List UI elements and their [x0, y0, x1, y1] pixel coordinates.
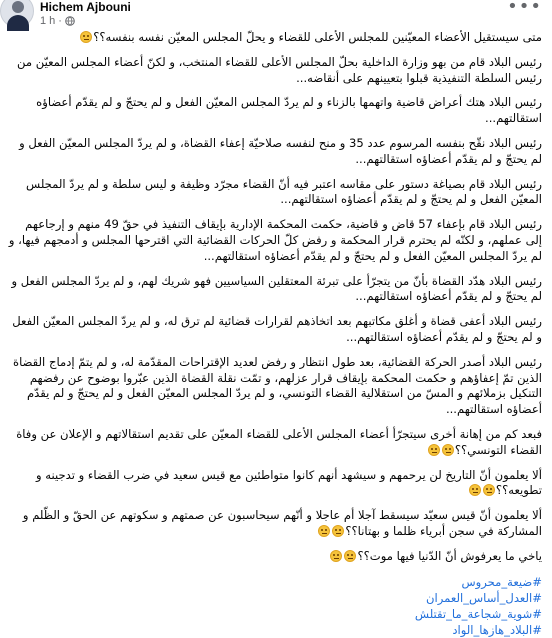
grinning-face-emoji — [344, 550, 356, 562]
author-avatar[interactable] — [0, 0, 34, 28]
grinning-face-emoji — [318, 525, 330, 537]
paragraph-text: رئيس البلاد أعفى قضاة و أغلق مكاتبهم بعد اتخاذهم لقرارات قضائية لم ترق له، و لم يردّ المجلس المعيّن الفعل و لم يحتجّ و لم يقدّم أعضاؤه استقالتهم... — [12, 314, 542, 344]
post-paragraph — [8, 468, 542, 500]
author-name[interactable]: Hichem Ajbouni — [40, 0, 131, 14]
post-paragraph — [8, 549, 542, 565]
grinning-face-emoji — [469, 484, 481, 496]
hashtag-link[interactable]: #شوية_شجاعة_ما_تقتلش — [414, 606, 542, 621]
post-text — [8, 30, 542, 638]
hashtag-link[interactable]: #ضيعة_محروس — [461, 574, 542, 589]
post-paragraph — [8, 274, 542, 306]
post-paragraph — [8, 217, 542, 264]
post-paragraph — [8, 30, 542, 46]
post-time[interactable]: 1 h — [40, 15, 56, 27]
hashtag-link[interactable]: #البلاد_هازها_الواد — [452, 622, 542, 637]
post-paragraph — [8, 314, 542, 346]
post-paragraph — [8, 508, 542, 540]
hashtag-list — [8, 574, 542, 638]
paragraph-text: رئيس البلاد قام من بهو وزارة الداخلية بحلّ المجلس الأعلى للقضاء المنتخب، و لكنّ أعضاء المجلس المعيّن من رئيس السلطة التنفيذية قبلوا بتعيينهم على أنقاضه... — [17, 54, 542, 85]
grinning-face-emoji — [332, 525, 344, 537]
paragraph-text: فبعد كم من إهانة أخرى سيتجرّأ أعضاء المجلس الأعلى للقضاء المعيّن على تقديم استقالاتهم و الإعلان عن وفاة القضاء التونسي؟؟ — [16, 426, 542, 457]
post-paragraph — [8, 427, 542, 459]
paragraph-text: رئيس البلاد هدّد القضاة بأنّ من يتجرّأ على تبرئة المعتقلين السياسيين فهو شريك لهم، و لم يردّ المجلس الفعل و لم يحتجّ و لم يقدّم أعضاؤه استقالتهم... — [11, 273, 542, 304]
paragraph-text: رئيس البلاد قام بإعفاء 57 قاض و قاضية، حكمت المحكمة الإدارية بإيقاف التنفيذ في حقّ 49 منهم و إرجاعهم إلى عملهم، و لكنّه لم يحترم قرار المحكمة و رفض كلّ الحركات القضائية التي اقترحها المجلس و أدمجهم فيها، و لم يردّ المجلس المعيّن الفعل و لم يحتجّ و لم يقدّم أعضاؤه استقالتهم... — [8, 217, 542, 263]
paragraph-text: ألا يعلمون أنّ التاريخ لن يرحمهم و سيشهد أنهم كانوا متواطئين مع قيس سعيد في ضرب القضاء و تدجينه و تطويعه؟؟ — [35, 467, 542, 498]
paragraph-text: رئيس البلاد هتك أعراض قاضية واتهمها بالزناء و لم يردّ المجلس المعيّن الفعل و لم يحتجّ و لم يقدّم أعضاؤه استقالتهم... — [36, 95, 542, 126]
grinning-face-emoji — [330, 550, 342, 562]
post-paragraph — [8, 95, 542, 127]
grinning-face-emoji — [442, 444, 454, 456]
post-header — [0, 0, 552, 30]
grinning-face-emoji — [80, 31, 92, 43]
post-paragraph — [8, 177, 542, 209]
paragraph-text: ياخي ما يعرفوش أنّ الدّنيا فيها موت؟؟ — [357, 548, 542, 563]
post-paragraph — [8, 136, 542, 168]
hashtag-link[interactable]: #العدل_أساس_العمران — [426, 590, 542, 605]
paragraph-text: متى سيستقيل الأعضاء المعيّنين للمجلس الأعلى للقضاء و يحلّ المجلس المعيّن نفسه بنفسه؟؟ — [93, 30, 542, 44]
globe-icon — [65, 16, 75, 26]
more-options-icon[interactable]: ••• — [507, 0, 542, 17]
paragraph-text: ألا يعلمون أنّ قيس سعيّد سيسقط آجلا أم عاجلا و أنّهم سيحاسبون عن صمتهم و سكوتهم عن الحقّ و الظّلم و المشاركة في سجن أبرياء ظلما و بهتانا؟؟ — [22, 508, 542, 538]
paragraph-text: رئيس البلاد أصدر الحركة القضائية، بعد طول انتظار و رفض لعديد الإقتراحات المقدّمة له، و لم يتمّ إدماج القضاة الذين تمّ إعفاؤهم و حكمت المحكمة بإيقاف قرار عزلهم، و تمّت نقلة القضاة الذين عبّروا بوضوح عن رفضهم التنكيل بزملائهم و المسّ من استقلالية القضاء التونسي، و لم يردّ المجلس المعيّن الفعل و لم يحتجّ و لم يقدّم أعضاؤه استقالتهم... — [13, 354, 542, 417]
post-paragraph — [8, 355, 542, 418]
grinning-face-emoji — [428, 444, 440, 456]
paragraph-text: رئيس البلاد نقّح بنفسه المرسوم عدد 35 و منح لنفسه صلاحيّة إعفاء القضاة، و لم يردّ المجلس المعيّن الفعل و لم يحتجّ و لم يقدّم أعضاؤه استقالتهم... — [19, 135, 542, 166]
post-paragraph — [8, 55, 542, 87]
post-meta: 1 h · — [40, 15, 75, 27]
grinning-face-emoji — [483, 484, 495, 496]
paragraph-text: رئيس البلاد قام بصياغة دستور على مقاسه اعتبر فيه أنّ القضاء مجرّد وظيفة و ليس سلطة و لم يردّ المجلس المعيّن الفعل و لم يحتجّ و لم يقدّم أعضاؤه استقالتهم... — [26, 176, 542, 207]
